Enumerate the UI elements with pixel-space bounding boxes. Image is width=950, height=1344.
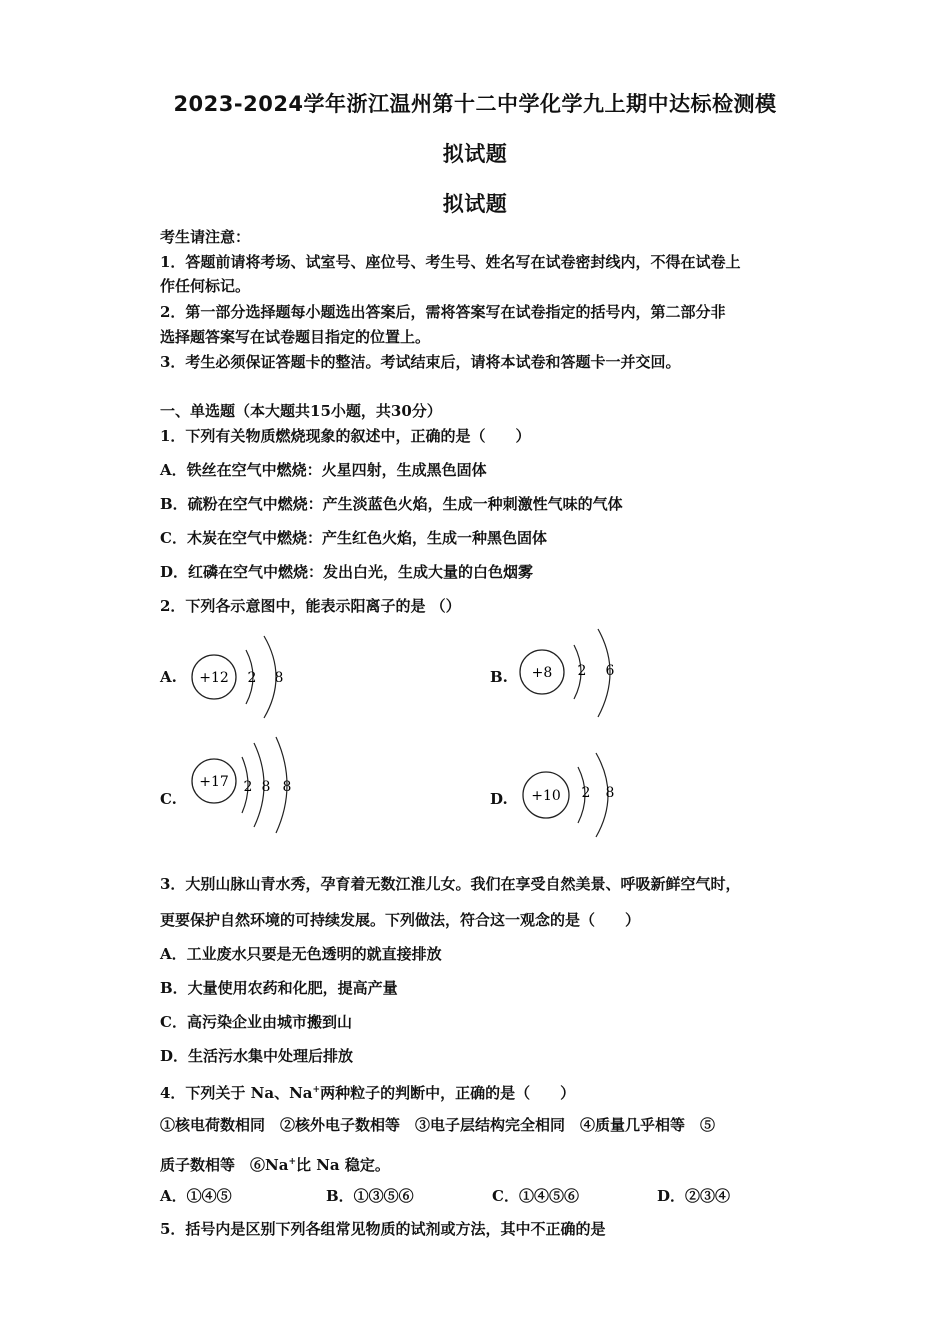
q5-stem: 5．括号内是区别下列各组常见物质的试剂或方法，其中不正确的是: [160, 1220, 606, 1238]
q2-option-d-label: D.: [490, 790, 508, 808]
nucleus-charge-c: +17: [199, 774, 229, 790]
q1-option-d: D．红磷在空气中燃烧：发出白光，生成大量的白色烟雾: [160, 563, 534, 581]
notice-heading: 考生请注意：: [160, 228, 251, 246]
q3-stem-cont: 更要保护自然环境的可持续发展。下列做法，符合这一观念的是（ ）: [160, 911, 641, 929]
q1-stem: 1．下列有关物质燃烧现象的叙述中，正确的是（ ）: [160, 427, 531, 445]
q3-option-c: C．高污染企业由城市搬到山: [160, 1013, 352, 1031]
shell-d-2: 8: [605, 785, 615, 801]
notice-item-1-cont: 作任何标记。: [160, 277, 251, 295]
shell-d-1: 2: [581, 785, 591, 801]
shell-b-1: 2: [577, 663, 587, 679]
notice-item-1: 1．答题前请将考场、试室号、座位号、考生号、姓名写在试卷密封线内，不得在试卷上: [160, 253, 741, 271]
q4-items-cont: 质子数相等 ⑥Na+比 Na 稳定。: [160, 1156, 390, 1174]
shell-b-2: 6: [605, 663, 615, 679]
q4-items: ①核电荷数相同 ②核外电子数相等 ③电子层结构完全相同 ④质量几乎相等 ⑤: [160, 1116, 716, 1134]
section-heading: 一、单选题（本大题共15小题，共30分）: [160, 402, 442, 420]
title-line-3: 拟试题: [442, 192, 508, 216]
title-line-1: 2023-2024学年浙江温州第十二中学化学九上期中达标检测模: [173, 92, 777, 116]
title-line-2: 拟试题: [442, 142, 508, 166]
q2-option-b-label: B.: [490, 668, 508, 686]
atom-diagram-a: [190, 630, 300, 729]
shell-a-1: 2: [247, 670, 257, 686]
nucleus-charge-a: +12: [199, 670, 229, 686]
atom-diagram-b: [518, 625, 628, 724]
q1-option-c: C．木炭在空气中燃烧：产生红色火焰，生成一种黑色固体: [160, 529, 547, 547]
q1-option-a: A．铁丝在空气中燃烧：火星四射，生成黑色固体: [160, 461, 487, 479]
q2-option-c-label: C.: [160, 790, 177, 808]
q3-stem: 3．大别山脉山青水秀，孕育着无数江淮儿女。我们在享受自然美景、呼吸新鲜空气时，: [160, 875, 741, 893]
nucleus-charge-b: +8: [531, 665, 553, 681]
q2-stem: 2．下列各示意图中，能表示阳离子的是 （）: [160, 597, 461, 615]
shell-c-1: 2: [243, 779, 253, 795]
notice-item-3: 3．考生必须保证答题卡的整洁。考试结束后，请将本试卷和答题卡一并交回。: [160, 353, 681, 371]
q3-option-a: A．工业废水只要是无色透明的就直接排放: [160, 945, 442, 963]
q2-option-a-label: A.: [160, 668, 177, 686]
q4-stem: 4．下列关于 Na、Na+两种粒子的判断中，正确的是（ ）: [160, 1084, 576, 1102]
q3-option-b: B．大量使用农药和化肥，提高产量: [160, 979, 398, 997]
q1-option-b: B．硫粉在空气中燃烧：产生淡蓝色火焰，生成一种刺激性气味的气体: [160, 495, 623, 513]
q4-option-c: C．①④⑤⑥: [492, 1187, 579, 1205]
shell-c-3: 8: [282, 779, 292, 795]
shell-c-2: 8: [261, 779, 271, 795]
q4-option-d: D．②③④: [657, 1187, 731, 1205]
nucleus-charge-d: +10: [531, 788, 561, 804]
shell-a-2: 8: [274, 670, 284, 686]
q4-option-a: A．①④⑤: [160, 1187, 232, 1205]
q3-option-d: D．生活污水集中处理后排放: [160, 1047, 354, 1065]
notice-item-2-cont: 选择题答案写在试卷题目指定的位置上。: [160, 328, 431, 346]
notice-item-2: 2．第一部分选择题每小题选出答案后，需将答案写在试卷指定的括号内，第二部分非: [160, 303, 726, 321]
q4-option-b: B．①③⑤⑥: [326, 1187, 414, 1205]
atom-diagram-d: [520, 745, 630, 844]
atom-diagram-c: [190, 735, 310, 839]
